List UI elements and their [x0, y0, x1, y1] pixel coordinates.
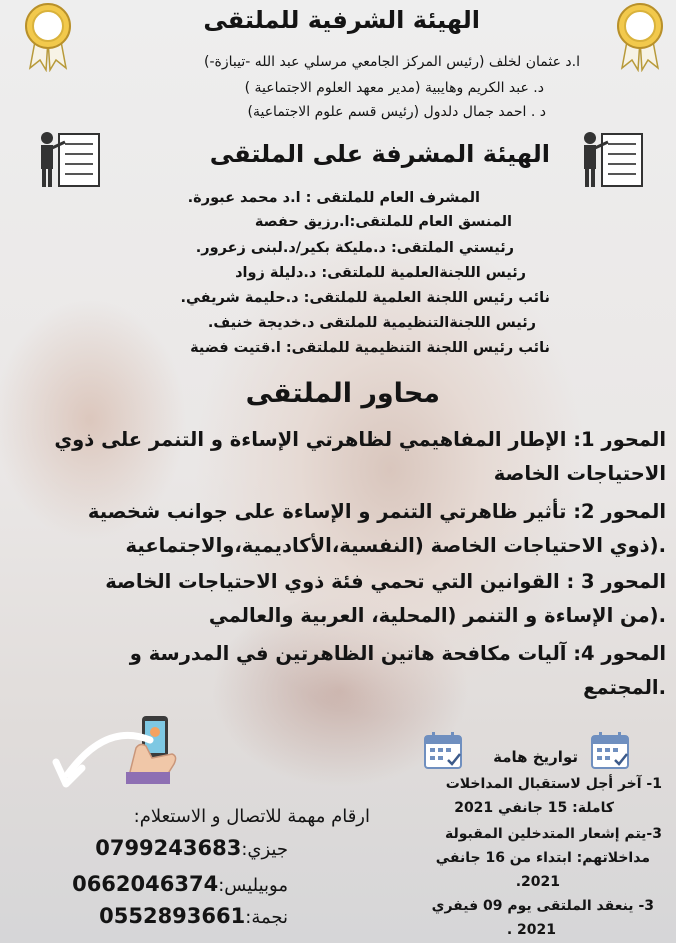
- contact-item: [99, 904, 288, 928]
- dates-line: 2021 .: [506, 922, 556, 938]
- supervising-line: رئيس اللجنةالعلمية للملتقى: د.دليلة زواد: [235, 265, 526, 281]
- dates-title: تواريخ هامة: [493, 748, 578, 766]
- dates-line: 1- آخر أجل لاستقبال المداخلات: [445, 776, 662, 792]
- award-medal-icon: [614, 2, 666, 72]
- dates-line: 3-يتم إشعار المتدخلين المقبولة: [444, 826, 662, 842]
- calendar-icon: [423, 730, 463, 770]
- calendar-icon: [590, 730, 630, 770]
- supervising-title: الهيئة المشرفة على الملتقى: [209, 140, 550, 168]
- honorary-line: د . احمد جمال دلدول (رئيس قسم علوم الاجتماعية): [247, 104, 546, 120]
- axes-title: محاور الملتقى: [245, 378, 440, 409]
- award-medal-icon: [22, 2, 74, 72]
- operator-label: موبيليس:: [218, 875, 288, 896]
- supervising-line: رئيس اللجنةالتنظيمية للملتقى د.خديجة خنيف.: [207, 315, 536, 331]
- axis-line: .المجتمع: [583, 676, 666, 699]
- axis-line: المحور 4: آليات مكافحة هاتين الظاهرتين في المدرسة و: [129, 642, 666, 665]
- axis-line: الاحتياجات الخاصة: [493, 462, 666, 485]
- supervising-line: نائب رئيس اللجنة العلمية للملتقى: د.حليمة شريفي.: [180, 290, 550, 306]
- honorary-line: ا.د عثمان لخلف (رئيس المركز الجامعي مرسلي عبد الله -تيبازة-): [204, 54, 580, 70]
- axis-line: .(ذوي الاحتياجات الخاصة (النفسية،الأكاديمية،والاجتماعية: [125, 534, 666, 557]
- contact-item: [95, 836, 288, 860]
- axis-line: المحور 3 : القوانين التي تحمي فئة ذوي الاحتياجات الخاصة: [105, 570, 666, 593]
- presenter-board-icon: [580, 128, 646, 190]
- phone-number[interactable]: 0552893661: [99, 904, 246, 928]
- axis-line: المحور 2: تأثير ظاهرتي التنمر و الإساءة على جوانب شخصية: [87, 500, 666, 523]
- presenter-board-icon: [37, 128, 103, 190]
- supervising-line: المنسق العام للملتقى:ا.رزيق حفصة: [254, 214, 512, 230]
- supervising-line: نائب رئيس اللجنة التنظيمية للملتقى: ا.قتيت فضية: [190, 340, 550, 356]
- axis-line: المحور 1: الإطار المفاهيمي لظاهرتي الإساءة و التنمر على ذوي: [54, 428, 666, 451]
- honorary-title: الهيئة الشرفية للملتقى: [203, 6, 480, 34]
- operator-label: نجمة:: [245, 907, 288, 928]
- axis-line: .(من الإساءة و التنمر (المحلية، العربية والعالمي: [208, 604, 666, 627]
- supervising-line: رئيستي الملتقى: د.مليكة بكير/د.لبنى زعرور.: [195, 240, 514, 256]
- dates-line: 3- ينعقد الملتقى يوم 09 فيفري: [431, 898, 654, 914]
- dates-line: 2021.: [515, 874, 560, 890]
- honorary-line: د. عبد الكريم وهايبية (مدير معهد العلوم الاجتماعية ): [244, 80, 544, 96]
- phone-number[interactable]: 0662046374: [72, 872, 219, 896]
- dates-line: كاملة: 15 جانفي 2021: [454, 800, 614, 816]
- contact-title: ارقام مهمة للاتصال و الاستعلام:: [133, 806, 370, 827]
- supervising-line: المشرف العام للملتقى : ا.د محمد عبورة.: [187, 190, 480, 206]
- operator-label: جيزي:: [241, 839, 288, 860]
- curved-arrow-icon: [46, 722, 156, 792]
- phone-number[interactable]: 0799243683: [95, 836, 242, 860]
- dates-line: مداخلاتهم: ابتداء من 16 جانفي: [435, 850, 650, 866]
- contact-item: [72, 872, 288, 896]
